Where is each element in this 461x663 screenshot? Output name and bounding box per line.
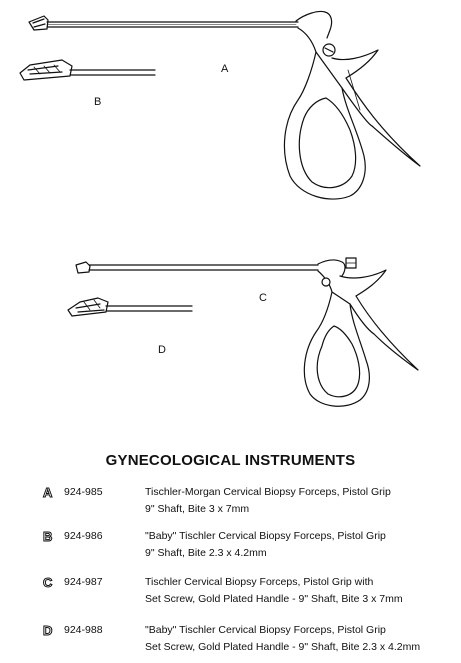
forceps-d-drawing [68,298,192,316]
entry-letter: C [43,575,53,590]
entry-specs: Set Screw, Gold Plated Handle - 9" Shaft, Bite 2.3 x 4.2mm [145,641,421,653]
forceps-a-drawing [29,11,420,199]
forceps-b-drawing [20,60,155,80]
entry-code: 924-987 [64,576,103,588]
entry-description: Tischler-Morgan Cervical Biopsy Forceps, Pistol Grip [145,486,391,498]
entry-code: 924-985 [64,486,103,498]
entry-specs: 9" Shaft, Bite 2.3 x 4.2mm [145,547,267,559]
entry-specs: Set Screw, Gold Plated Handle - 9" Shaft, Bite 3 x 7mm [145,593,403,605]
entry-code: 924-986 [64,530,103,542]
figure-label-d: D [158,344,166,356]
figure-label-b: B [94,96,102,108]
figure-label-a: A [221,63,229,75]
figure-label-c: C [259,292,267,304]
entry-description: Tischler Cervical Biopsy Forceps, Pistol Grip with [145,576,374,588]
entry-letter: B [43,529,53,544]
page-title: GYNECOLOGICAL INSTRUMENTS [105,452,356,469]
entry-letter: D [43,623,53,638]
entry-specs: 9" Shaft, Bite 3 x 7mm [145,503,250,515]
entry-letter: A [43,485,53,500]
entry-code: 924-988 [64,624,103,636]
forceps-c-drawing [76,258,418,406]
entry-description: "Baby" Tischler Cervical Biopsy Forceps, Pistol Grip [145,624,386,636]
entry-description: "Baby" Tischler Cervical Biopsy Forceps, Pistol Grip [145,530,386,542]
